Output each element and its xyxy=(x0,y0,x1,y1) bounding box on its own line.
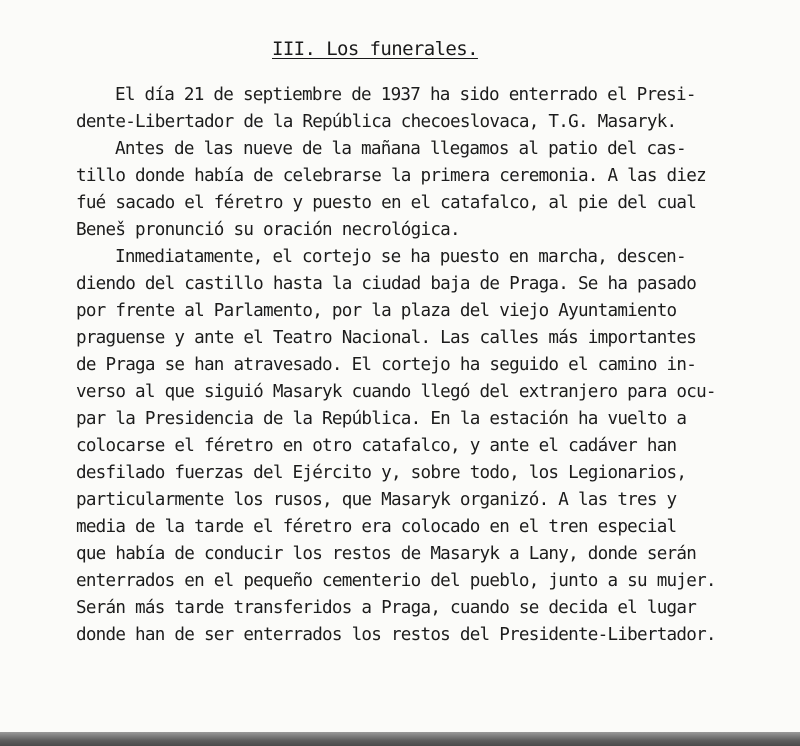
text-line-9: por frente al Parlamento, por la plaza del viejo Ayuntamiento xyxy=(76,301,677,321)
text-line-7: Inmediatamente, el cortejo se ha puesto en marcha, descen- xyxy=(115,247,686,267)
text-line-14: colocarse el féretro en otro catafalco, y ante el cadáver han xyxy=(76,436,677,456)
text-line-8: diendo del castillo hasta la ciudad baja de Praga. Se ha pasado xyxy=(76,274,697,294)
text-line-21: donde han de ser enterrados los restos del Presidente-Libertador. xyxy=(76,625,716,645)
text-line-16: particularmente los rusos, que Masaryk organizó. A las tres y xyxy=(76,490,677,510)
text-line-5: fué sacado el féretro y puesto en el catafalco, al pie del cual xyxy=(76,193,697,213)
text-line-10: praguense y ante el Teatro Nacional. Las calles más importantes xyxy=(76,328,697,348)
text-line-4: tillo donde había de celebrarse la primera ceremonia. A las diez xyxy=(76,166,706,186)
text-line-6: Beneš pronunció su oración necrológica. xyxy=(76,220,460,240)
text-line-19: enterrados en el pequeño cementerio del pueblo, junto a su mujer. xyxy=(76,571,716,591)
text-line-12: verso al que siguió Masaryk cuando llegó del extranjero para ocu- xyxy=(76,382,716,402)
text-line-2: dente-Libertador de la República checoeslovaca, T.G. Masaryk. xyxy=(76,112,677,132)
text-line-1: El día 21 de septiembre de 1937 ha sido enterrado el Presi- xyxy=(115,85,696,105)
text-line-17: media de la tarde el féretro era colocado en el tren especial xyxy=(76,517,677,537)
text-line-20: Serán más tarde transferidos a Praga, cuando se decida el lugar xyxy=(76,598,697,618)
scan-edge xyxy=(0,732,800,746)
text-line-3: Antes de las nueve de la mañana llegamos al patio del cas- xyxy=(115,139,686,159)
text-line-18: que había de conducir los restos de Masaryk a Lany, donde serán xyxy=(76,544,697,564)
text-line-11: de Praga se han atravesado. El cortejo ha seguido el camino in- xyxy=(76,355,697,375)
page-title: III. Los funerales. xyxy=(272,38,478,60)
text-line-15: desfilado fuerzas del Ejército y, sobre todo, los Legionarios, xyxy=(76,463,687,483)
body-text xyxy=(0,82,800,649)
text-line-13: par la Presidencia de la República. En la estación ha vuelto a xyxy=(76,409,687,429)
